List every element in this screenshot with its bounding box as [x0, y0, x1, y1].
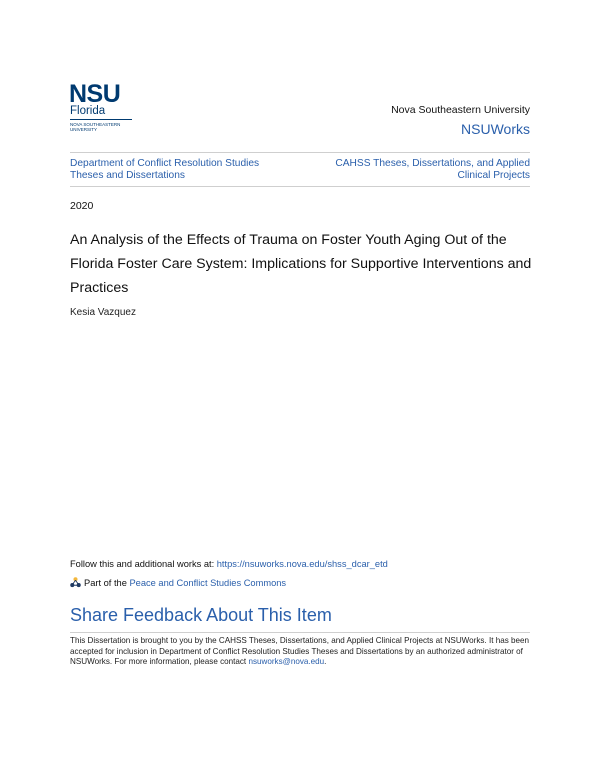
footer-text: This Dissertation is brought to you by the CAHSS Theses, Dissertations, and Applied Clinical Projects at NSUWorks. It has been accepted for inclusion in Department of Conflict Resolution Studies Theses and Dissertations by an authorized administrator of NSUWorks. For more information, please contact [70, 636, 530, 667]
follow-line [70, 559, 388, 569]
logo-subtext-line1: NOVA SOUTHEASTERN [70, 122, 121, 127]
footer-end: . [324, 657, 327, 667]
publication-year: 2020 [70, 200, 94, 212]
document-author: Kesia Vazquez [70, 307, 136, 318]
part-of-line [70, 577, 286, 588]
network-icon [70, 577, 81, 588]
collections-divider [70, 186, 530, 187]
follow-prefix: Follow this and additional works at: [70, 559, 217, 569]
footer-divider [70, 632, 530, 633]
nsuworks-link[interactable]: NSUWorks [461, 121, 530, 137]
peace-conflict-commons-link[interactable]: Peace and Conflict Studies Commons [129, 578, 287, 588]
logo-divider [70, 119, 132, 120]
nsu-florida-logo [69, 82, 135, 134]
logo-nsu-text: NSU [69, 80, 121, 108]
logo-subtext-line2: UNIVERSITY [70, 127, 98, 132]
document-title: An Analysis of the Effects of Trauma on Foster Youth Aging Out of the Florida Foster Care System: Implications for Supportive Interventions and Practices [70, 232, 532, 296]
cahss-collection-link[interactable]: CAHSS Theses, Dissertations, and Applied Clinical Projects [335, 158, 530, 181]
contact-email-link[interactable]: nsuworks@nova.edu [248, 657, 325, 667]
logo-florida-text: Florida [70, 105, 106, 117]
follow-url-link[interactable]: https://nsuworks.nova.edu/shss_dcar_etd [216, 559, 388, 569]
top-divider [70, 152, 530, 153]
university-name: Nova Southeastern University [391, 104, 530, 116]
part-of-prefix: Part of the [84, 578, 130, 588]
footer-notice [70, 636, 535, 668]
share-feedback-link[interactable]: Share Feedback About This Item [70, 605, 332, 625]
logo-subtext [70, 122, 120, 132]
department-collection-link[interactable]: Department of Conflict Resolution Studies Theses and Dissertations [70, 158, 260, 181]
